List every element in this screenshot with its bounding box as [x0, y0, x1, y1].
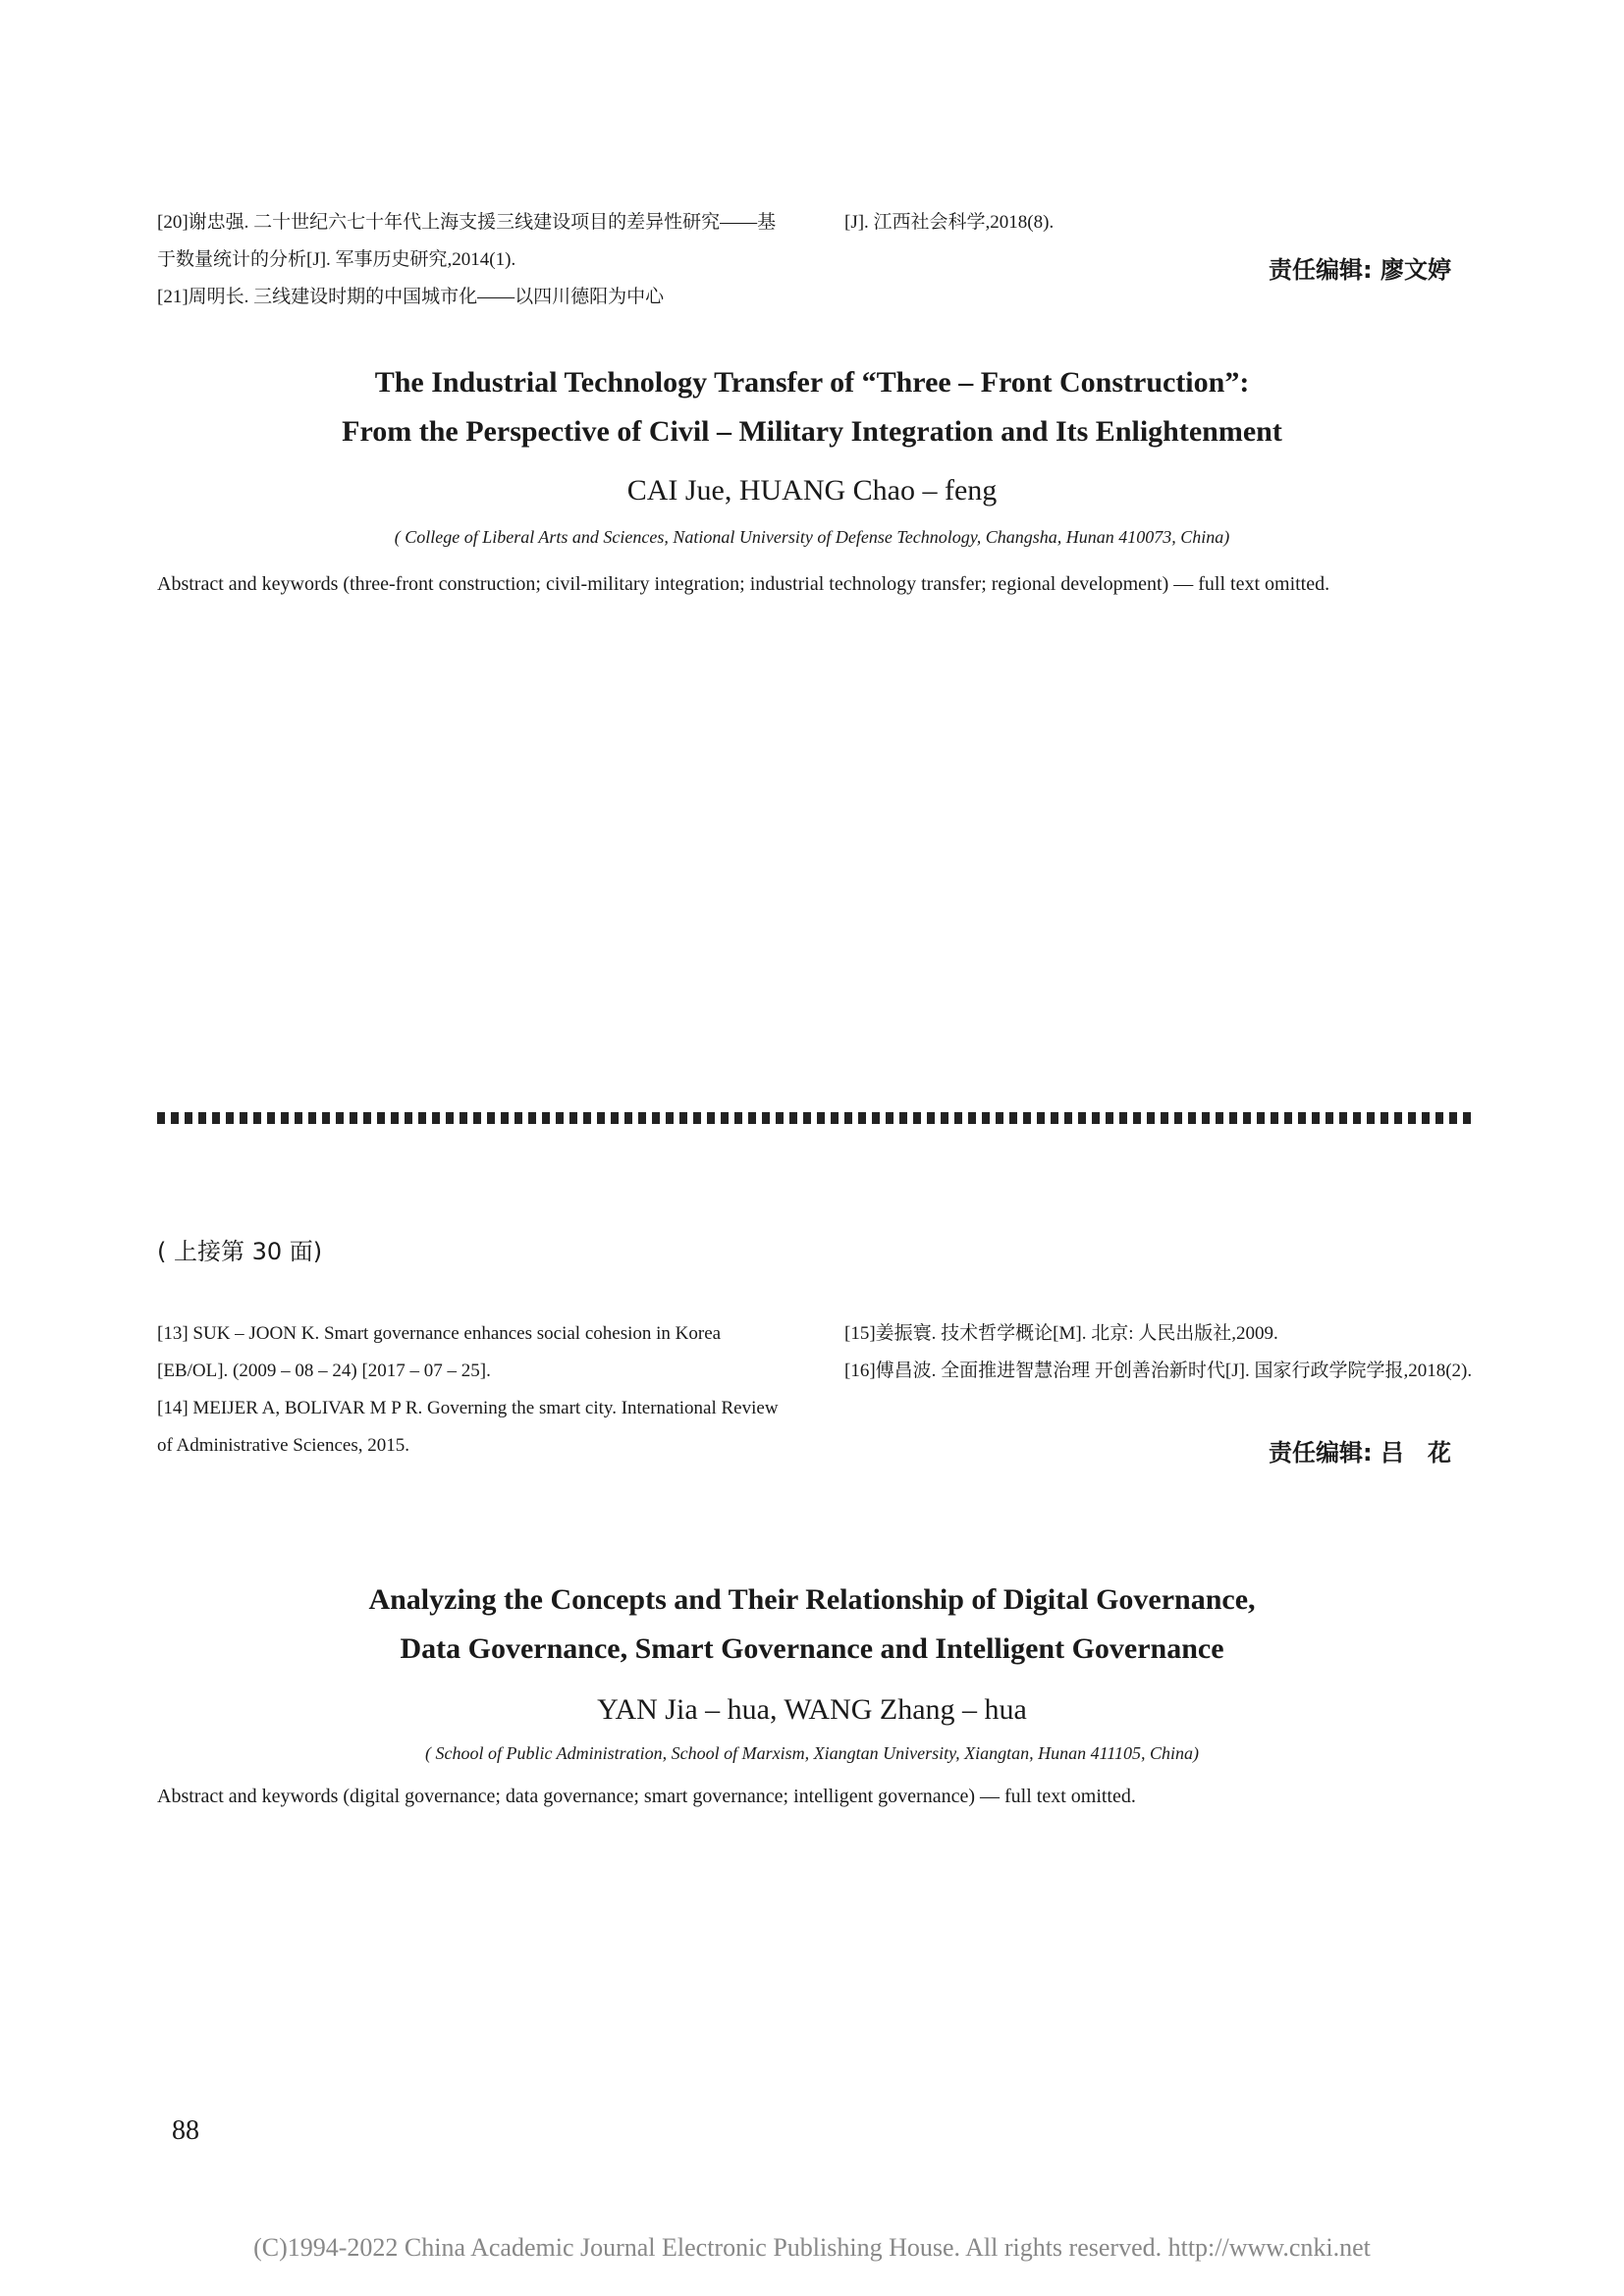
article2-title-line1: Analyzing the Concepts and Their Relationship of Digital Governance,	[368, 1583, 1256, 1616]
article1-title-line1: The Industrial Technology Transfer of “Three – Front Construction”:	[374, 366, 1250, 399]
copyright-notice: (C)1994-2022 China Academic Journal Electronic Publishing House. All rights reserved. http://www.cnki.net	[253, 2233, 1371, 2262]
article1-title-line2: From the Perspective of Civil – Military Integration and Its Enlightenment	[342, 415, 1282, 448]
page-number: 88	[172, 2115, 199, 2146]
article2-title-line2: Data Governance, Smart Governance and Intelligent Governance	[400, 1632, 1224, 1665]
reference-15: [15]姜振寰. 技术哲学概论[M]. 北京: 人民出版社,2009.	[844, 1323, 1278, 1344]
continued-from-label: ( 上接第 30 面)	[157, 1238, 323, 1265]
article1-authors: CAI Jue, HUANG Chao – feng	[626, 474, 998, 507]
responsible-editor-1: 责任编辑: 廖文婷	[1269, 256, 1451, 284]
section-divider	[157, 1112, 1473, 1124]
article1-summary: Abstract and keywords (three-front construction; civil-military integration; industrial technology transfer; regional development) — full text omitted.	[157, 573, 1330, 595]
reference-21: [21]周明长. 三线建设时期的中国城市化——以四川德阳为中心	[157, 287, 665, 307]
article2-authors: YAN Jia – hua, WANG Zhang – hua	[597, 1693, 1027, 1726]
article2-affiliation: ( School of Public Administration, School of Marxism, Xiangtan University, Xiangtan, Hunan 411105, China)	[425, 1743, 1199, 1763]
reference-14: [14] MEIJER A, BOLIVAR M P R. Governing the smart city. International Review of Administrative Sciences, 2015.	[157, 1398, 779, 1456]
reference-20-cont: [J]. 江西社会科学,2018(8).	[844, 212, 1055, 233]
reference-20: [20]谢忠强. 二十世纪六七十年代上海支援三线建设项目的差异性研究——基于数量统计的分析[J]. 军事历史研究,2014(1).	[157, 212, 777, 270]
article1-affiliation: ( College of Liberal Arts and Sciences, National University of Defense Technology, Changsha, Hunan 410073, China)	[394, 527, 1230, 547]
responsible-editor-2: 责任编辑: 吕 花	[1269, 1439, 1451, 1467]
reference-13: [13] SUK – JOON K. Smart governance enhances social cohesion in Korea [EB/OL]. (2009 – 08 – 24) [2017 – 07 – 25].	[157, 1323, 722, 1381]
article2-summary: Abstract and keywords (digital governance; data governance; smart governance; intelligent governance) — full text omitted.	[157, 1786, 1136, 1807]
middle-references	[157, 1315, 1483, 1541]
reference-16: [16]傅昌波. 全面推进智慧治理 开创善治新时代[J]. 国家行政学院学报,2018(2).	[844, 1361, 1473, 1381]
